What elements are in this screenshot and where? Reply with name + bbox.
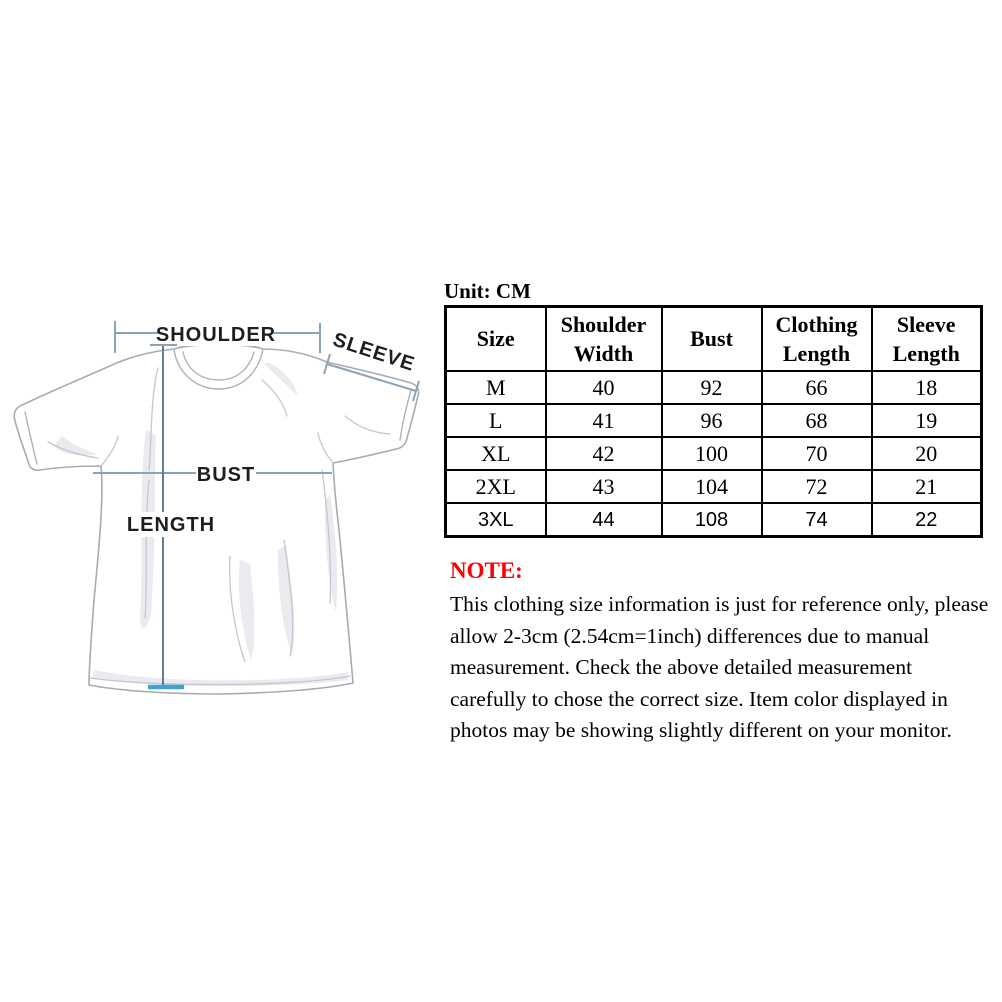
note-line: measurement. Check the above detailed measurement (450, 655, 913, 679)
size-table (444, 305, 983, 538)
cell-sleeve: 19 (872, 404, 982, 437)
note-line: photos may be showing slightly different on your monitor. (450, 718, 952, 742)
cell-bust: 104 (662, 470, 762, 503)
cell-sleeve: 18 (872, 371, 982, 404)
cell-size: L (446, 404, 546, 437)
header-sleeve-length: Sleeve Length (872, 307, 982, 372)
note-line: allow 2-3cm (2.54cm=1inch) differences due to manual (450, 623, 930, 648)
tshirt-sketch (14, 343, 418, 694)
table-row-l (446, 404, 982, 437)
size-table-wrap (444, 305, 983, 538)
cell-shoulder: 42 (546, 437, 662, 470)
cell-shoulder: 44 (546, 503, 662, 537)
cell-shoulder: 41 (546, 404, 662, 437)
cell-clothing: 66 (762, 371, 872, 404)
cell-bust: 108 (662, 503, 762, 537)
header-shoulder-width: Shoulder Width (546, 307, 662, 372)
cell-bust: 92 (662, 371, 762, 404)
sleeve-label: SLEEVE (330, 328, 418, 376)
cell-size: 2XL (446, 470, 546, 503)
table-row-xl (446, 437, 982, 470)
shoulder-label: SHOULDER (155, 324, 277, 346)
note-line: carefully to chose the correct size. Item color displayed in (450, 686, 948, 711)
cell-shoulder: 40 (546, 371, 662, 404)
table-row-m (446, 371, 982, 404)
cell-sleeve: 21 (872, 470, 982, 503)
cell-bust: 96 (662, 404, 762, 437)
note-title: NOTE: (450, 558, 523, 583)
cell-clothing: 68 (762, 404, 872, 437)
cell-sleeve: 22 (872, 503, 982, 537)
unit-label: Unit: CM (444, 279, 531, 303)
cell-clothing: 72 (762, 470, 872, 503)
header-row (446, 307, 982, 372)
cell-size: 3XL (446, 503, 546, 537)
table-row-3xl (446, 503, 982, 537)
note-section (450, 558, 989, 747)
cell-clothing: 74 (762, 503, 872, 537)
length-label: LENGTH (126, 514, 216, 536)
header-size: Size (446, 307, 546, 372)
note-line: This clothing size information is just for reference only, please (450, 592, 989, 616)
cell-size: XL (446, 437, 546, 470)
tshirt-measurement-diagram (0, 312, 445, 712)
cell-clothing: 70 (762, 437, 872, 470)
cell-sleeve: 20 (872, 437, 982, 470)
cell-shoulder: 43 (546, 470, 662, 503)
cell-size: M (446, 371, 546, 404)
cell-bust: 100 (662, 437, 762, 470)
header-bust: Bust (662, 307, 762, 372)
bust-label: BUST (196, 464, 256, 486)
header-clothing-length: Clothing Length (762, 307, 872, 372)
table-row-2xl (446, 470, 982, 503)
